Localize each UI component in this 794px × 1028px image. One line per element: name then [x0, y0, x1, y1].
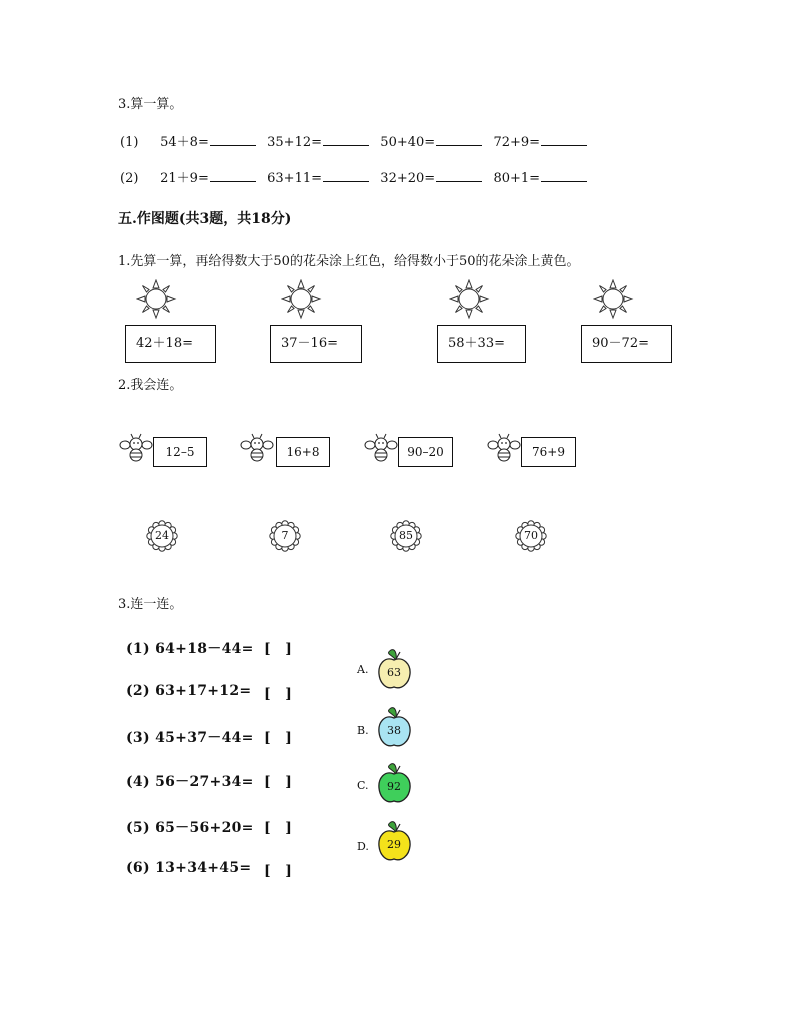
flower-value: 85: [399, 529, 413, 542]
item-expression: 64+18－44=: [155, 641, 254, 657]
expression-box[interactable]: 90–20: [398, 437, 453, 467]
calc-row-1: [120, 131, 587, 150]
item-label: (6): [126, 860, 150, 876]
sun-icon: [449, 279, 491, 321]
bee-icon: [240, 432, 274, 466]
answer-blank[interactable]: [210, 133, 256, 146]
answer-blank[interactable]: [541, 169, 587, 182]
answer-blank[interactable]: [323, 169, 369, 182]
answer-bracket[interactable]: [ ]: [264, 641, 293, 657]
match-item: [126, 727, 254, 747]
option-letter: C.: [357, 779, 369, 792]
expression-box[interactable]: 16+8: [276, 437, 330, 467]
flower-target[interactable]: [390, 520, 422, 552]
bee-icon: [487, 432, 521, 466]
sun-icon: [281, 279, 323, 321]
calc-item: 54＋8=: [160, 135, 209, 150]
item-label: (1): [126, 641, 150, 657]
equation-box[interactable]: 37－16=: [270, 325, 362, 363]
match-item: [126, 683, 251, 699]
item-expression: 13+34+45=: [155, 860, 252, 876]
answer-blank[interactable]: [436, 169, 482, 182]
calc-item: 72+9=: [493, 135, 541, 150]
apple-option[interactable]: [377, 648, 415, 692]
answer-bracket[interactable]: [ ]: [264, 686, 293, 702]
match-item: [126, 638, 254, 658]
equation-box[interactable]: 58＋33=: [437, 325, 526, 363]
answer-blank[interactable]: [210, 169, 256, 182]
item-label: (4): [126, 774, 150, 790]
apple-value: 38: [387, 724, 401, 737]
calc-section-title: 3.算一算。: [118, 97, 183, 112]
expression-box[interactable]: 12–5: [153, 437, 207, 467]
answer-bracket[interactable]: [ ]: [264, 820, 293, 836]
flower-target[interactable]: [515, 520, 547, 552]
apple-value: 63: [387, 666, 401, 679]
answer-bracket[interactable]: [ ]: [264, 863, 293, 879]
item-label: (5): [126, 820, 150, 836]
item-expression: 65－56+20=: [155, 820, 254, 836]
calc-item: 63+11=: [267, 171, 323, 186]
expression-box[interactable]: 76+9: [521, 437, 576, 467]
equation-box[interactable]: 42＋18=: [125, 325, 216, 363]
apple-option[interactable]: [377, 820, 415, 864]
sun-icon: [593, 279, 635, 321]
calc-item: 80+1=: [493, 171, 541, 186]
calc-item: 35+12=: [267, 135, 323, 150]
option-letter: D.: [357, 840, 369, 853]
q3-title: 3.连一连。: [118, 597, 183, 612]
item-expression: 56－27+34=: [155, 774, 254, 790]
answer-bracket[interactable]: [ ]: [264, 774, 293, 790]
apple-value: 29: [387, 838, 401, 851]
flower-target[interactable]: [269, 520, 301, 552]
answer-blank[interactable]: [323, 133, 369, 146]
answer-blank[interactable]: [541, 133, 587, 146]
match-item: [126, 771, 254, 791]
item-expression: 63+17+12=: [155, 683, 252, 699]
apple-option[interactable]: [377, 706, 415, 750]
item-expression: 45+37－44=: [155, 730, 254, 746]
option-letter: B.: [357, 724, 369, 737]
section-heading: 五.作图题(共3题，共18分): [118, 211, 292, 227]
flower-value: 24: [155, 529, 169, 542]
option-letter: A.: [357, 663, 369, 676]
item-label: (2): [126, 683, 150, 699]
apple-value: 92: [387, 780, 401, 793]
row-label: (1): [120, 135, 139, 150]
answer-blank[interactable]: [436, 133, 482, 146]
sun-icon: [136, 279, 178, 321]
q2-title: 2.我会连。: [118, 378, 183, 393]
bee-icon: [364, 432, 398, 466]
flower-value: 7: [281, 529, 289, 542]
match-item: [126, 860, 251, 876]
row-label: (2): [120, 171, 139, 186]
calc-item: 50+40=: [380, 135, 436, 150]
item-label: (3): [126, 730, 150, 746]
q1-title: 1.先算一算，再给得数大于50的花朵涂上红色，给得数小于50的花朵涂上黄色。: [118, 254, 580, 269]
bee-icon: [119, 432, 153, 466]
equation-box[interactable]: 90－72=: [581, 325, 672, 363]
flower-value: 70: [524, 529, 538, 542]
flower-target[interactable]: [146, 520, 178, 552]
answer-bracket[interactable]: [ ]: [264, 730, 293, 746]
apple-option[interactable]: [377, 762, 415, 806]
calc-row-2: [120, 167, 587, 186]
match-item: [126, 817, 254, 837]
calc-item: 32+20=: [380, 171, 436, 186]
calc-item: 21＋9=: [160, 171, 209, 186]
